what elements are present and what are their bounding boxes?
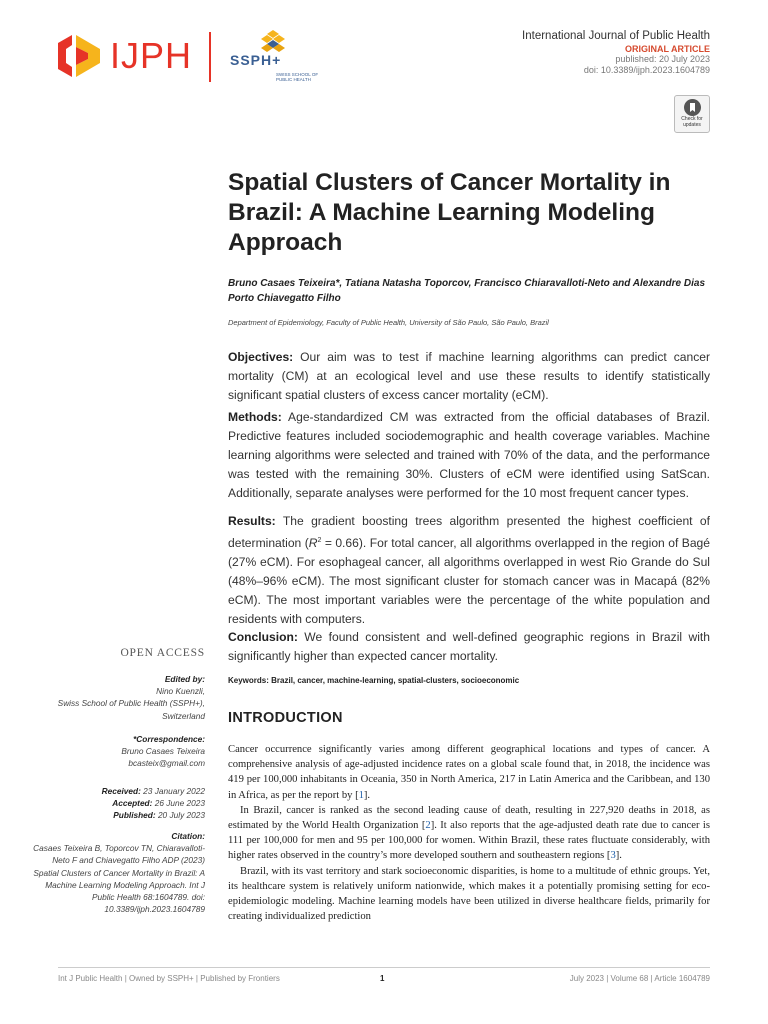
correspondence-email[interactable]: bcasteix@gmail.com [128,758,205,769]
editor-affiliation: Swiss School of Public Health (SSPH+), Switzerland [57,698,205,721]
doi[interactable]: doi: 10.3389/ijph.2023.1604789 [583,65,710,75]
ssph-logo-text: SSPH+ [230,52,282,68]
r-symbol: R [308,536,318,551]
results-label: Results: [228,514,276,528]
ijph-logo-mark [58,35,100,77]
correspondence-label: *Correspondence: [133,734,205,744]
published-value: 20 July 2023 [155,810,205,821]
methods-label: Methods: [228,410,282,424]
conclusion-text: We found consistent and well-defined geographic regions in Brazil with significantly higher than expected cancer mortality. [228,630,710,663]
received-value: 23 January 2022 [140,786,205,796]
r-superscript: 2 [317,537,322,544]
intro-p2-text: In Brazil, cancer is ranked as the second leading cause of death, resulting in 227,920 deaths in 2018, as estimated by the World Health Organization [ [228,804,710,832]
check-updates-label: Check for updates [681,116,703,128]
open-access-label: OPEN ACCESS [120,647,205,659]
reference-link-3[interactable]: 3 [610,850,616,862]
citation-label: Citation: [171,831,205,841]
keywords-label: Keywords: [228,676,269,685]
reference-link-2[interactable]: 2 [425,820,431,832]
intro-paragraph-1 [228,742,710,803]
ssph-logo-mark [258,30,288,52]
authors: Bruno Casaes Teixeira*, Tatiana Natasha Toporcov, Francisco Chiaravalloti-Neto and Alexandre Dias Porto Chiavegatto Filho [228,278,706,304]
intro-p1-text: Cancer occurrence significantly varies among different geographical locations and types of cancer. A comprehensive analysis of age-adjusted incidence rates on a global scale found that, in 2018, the incidence was 419 per 100,000 inhabitants in Oceania, 350 in North America, 217 in Latin America and the Caribbean, and 130 in Africa, as per the report by [ [228,744,710,801]
bookmark-icon [684,99,701,116]
results-text-b: = 0.66). For total cancer, all algorithms overlapped in the region of Bagé (27% eCM). For esophageal cancer, all algorithms overlapped in west Rio Grande do Sul (48%–96% eCM). The most significant cluster for stomach cancer was in Macapá (82% eCM). The most important variables were the percentage of the white population and residents with computers. [228,536,710,627]
accepted-value: 26 June 2023 [152,798,205,809]
footer-publisher: Int J Public Health | Owned by SSPH+ | Published by Frontiers [58,974,280,983]
conclusion-label: Conclusion: [228,630,298,644]
citation-text: Casaes Teixeira B, Toporcov TN, Chiaravalloti-Neto F and Chiavegatto Filho ADP (2023) Spatial Clusters of Cancer Mortality in Brazil: A Machine Learning Modeling Approach. Int J Public Health 68:1604789. doi: 10.3389/ijph.2023.1604789 [33,843,205,915]
reference-link-1[interactable]: 1 [358,789,364,801]
accepted-label: Accepted: [112,798,153,809]
edited-by [25,673,205,722]
received-date [25,785,205,797]
editor-name: Nino Kuenzli, [156,686,205,697]
ijph-logo [58,32,206,80]
methods-text: Age-standardized CM was extracted from the official databases of Brazil. Predictive features included sociodemographic and health coverage variables. Machine learning algorithms were selected and trained with 70% of the data, and the performance was tested with the remaining 30%. Clusters of eCM were identified using SatScan. Additionally, separate analyses were performed for the 10 most frequent cancer types. [228,410,710,500]
objectives-text: Our aim was to test if machine learning algorithms can predict cancer mortality (CM) at an ecological level and use these results to identify statistically significant spatial clusters of excess cancer mortality (eCM). [228,350,710,402]
article-dates [25,785,205,822]
intro-p1-end: ]. [363,789,371,801]
article-type: ORIGINAL ARTICLE [625,44,710,54]
edited-by-label: Edited by: [164,674,205,684]
introduction-body [228,742,710,924]
intro-p2-end: ]. [615,850,622,862]
abstract-objectives [228,348,710,405]
ijph-logo-text: IJPH [110,35,193,76]
ssph-logo [226,30,326,86]
objectives-label: Objectives: [228,350,294,364]
abstract-results [228,512,710,629]
keywords-text: Brazil, cancer, machine-learning, spatial-clusters, socioeconomic [268,676,520,685]
keywords [228,676,710,685]
check-for-updates-badge[interactable] [674,95,710,133]
correspondence-name: Bruno Casaes Teixeira [121,746,205,757]
accepted-date [25,797,205,809]
ssph-logo-subtitle: SWISS SCHOOL OF PUBLIC HEALTH [276,72,319,82]
page-number: 1 [380,974,385,983]
footer-issue-info: July 2023 | Volume 68 | Article 1604789 [569,974,710,983]
intro-paragraph-3: Brazil, with its vast territory and stark socioeconomic disparities, is home to a multitude of ethnic groups. Yet, its healthcare system is relatively uniform nationwide, which makes it a potentially promising setting for eco-epidemiologic modeling. Machine learning models have been utilized in diverse healthcare fields, primarily for creating individualized prediction [228,865,710,923]
section-heading-introduction: INTRODUCTION [228,710,343,726]
intro-p2-text-b: ]. It also reports that the age-adjusted death rate due to cancer is 111 per 100,000 for men and 95 per 100,000 for women. Within Brazil, these rates fluctuate considerably, with higher rates observed in the country’s more developed southern and southeastern regions [ [228,820,710,862]
results-text-a: The gradient boosting trees algorithm presented the highest coefficient of determination ( [228,514,710,551]
journal-meta [522,30,710,76]
abstract-conclusion [228,628,710,666]
affiliation: Department of Epidemiology, Faculty of Public Health, University of São Paulo, São Paulo, Brazil [228,318,549,327]
correspondence [25,733,205,770]
intro-paragraph-2 [228,803,710,864]
logo-divider [209,32,211,82]
abstract-methods [228,408,710,503]
received-label: Received: [101,786,141,796]
published-date: published: 20 July 2023 [615,54,710,64]
published-date-side [25,809,205,821]
footer-divider [58,967,710,968]
journal-name: International Journal of Public Health [522,30,710,42]
citation [25,830,205,915]
published-label: Published: [113,810,156,821]
article-title: Spatial Clusters of Cancer Mortality in Brazil: A Machine Learning Modeling Approach [228,169,671,256]
